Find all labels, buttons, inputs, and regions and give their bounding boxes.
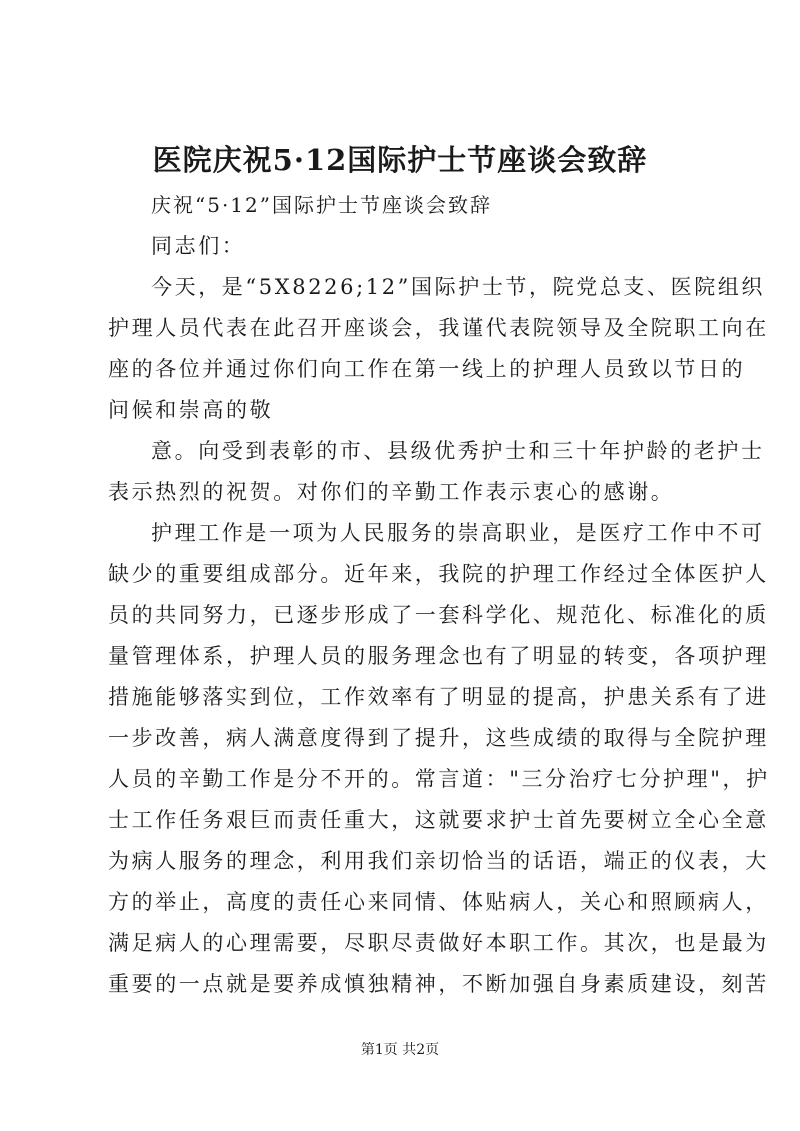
- paragraph-1-line-3: 座的各位并通过你们向工作在第一线上的护理人员致以节日的: [108, 357, 746, 381]
- paragraph-3-line-3: 员的共同努力，已逐步形成了一套科学化、规范化、标准化的质: [108, 603, 769, 627]
- paragraph-3-line-1: 护理工作是一项为人民服务的崇高职业，是医疗工作中不可: [151, 521, 765, 545]
- greeting: 同志们：: [151, 234, 246, 258]
- paragraph-3-line-8: 士工作任务艰巨而责任重大，这就要求护士首先要树立全心全意: [108, 808, 769, 832]
- paragraph-1-line-2: 护理人员代表在此召开座谈会，我谨代表院领导及全院职工向在: [108, 316, 769, 340]
- paragraph-3-line-5: 措施能够落实到位，工作效率有了明显的提高，护患关系有了进: [108, 685, 769, 709]
- paragraph-3-line-4: 量管理体系，护理人员的服务理念也有了明显的转变，各项护理: [108, 644, 769, 668]
- paragraph-3-line-11: 满足病人的心理需要，尽职尽责做好本职工作。其次，也是最为: [108, 931, 769, 955]
- document-title: 医院庆祝5·12国际护士节座谈会致辞: [152, 143, 648, 177]
- paragraph-2-line-2: 表示热烈的祝贺。对你们的辛勤工作表示衷心的感谢。: [108, 480, 675, 504]
- paragraph-2-line-1: 意。向受到表彰的市、县级优秀护士和三十年护龄的老护士: [151, 439, 765, 463]
- paragraph-3-line-12: 重要的一点就是要养成慎独精神，不断加强自身素质建设，刻苦: [108, 972, 769, 996]
- paragraph-3-line-7: 人员的辛勤工作是分不开的。常言道："三分治疗七分护理"，护: [108, 767, 770, 791]
- paragraph-3-line-6: 一步改善，病人满意度得到了提升，这些成绩的取得与全院护理: [108, 726, 769, 750]
- paragraph-3-line-10: 方的举止，高度的责任心来同情、体贴病人，关心和照顾病人，: [108, 890, 769, 914]
- paragraph-3-line-9: 为病人服务的理念，利用我们亲切恰当的话语，端正的仪表，大: [108, 849, 769, 873]
- page-footer: 第1页 共2页: [360, 1042, 440, 1058]
- document-subtitle: 庆祝“5·12”国际护士节座谈会致辞: [151, 193, 492, 217]
- paragraph-1-line-1: 今天，是“5X8226;12”国际护士节，院党总支、医院组织: [151, 275, 766, 299]
- paragraph-3-line-2: 缺少的重要组成部分。近年来，我院的护理工作经过全体医护人: [108, 562, 769, 586]
- paragraph-1-line-4: 问候和崇高的敬: [108, 398, 274, 422]
